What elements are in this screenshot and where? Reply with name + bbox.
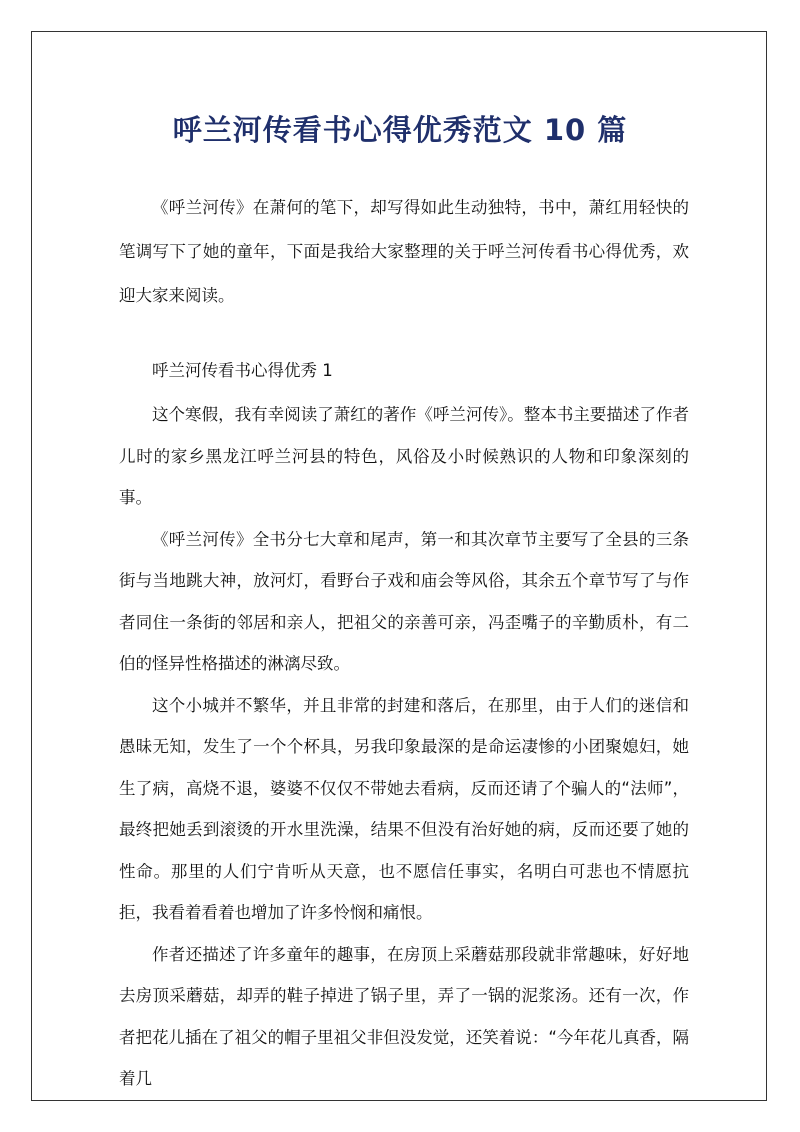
body-paragraph: 作者还描述了许多童年的趣事，在房顶上采蘑菇那段就非常趣味，好好地去房顶采蘑菇，却弄的鞋子掉进了锅子里，弄了一锅的泥浆汤。还有一次，作者把花儿插在了祖父的帽子里祖父非但没发觉，还笑着说：“今年花儿真香，隔着几 bbox=[119, 944, 689, 1088]
body-text bbox=[119, 394, 689, 1100]
body-paragraph: 这个寒假，我有幸阅读了萧红的著作《呼兰河传》。整本书主要描述了作者儿时的家乡黑龙江呼兰河县的特色，风俗及小时候熟识的人物和印象深刻的事。 bbox=[119, 405, 689, 507]
document-title: 呼兰河传看书心得优秀范文 10 篇 bbox=[172, 113, 628, 147]
body-paragraph: 《呼兰河传》全书分七大章和尾声，第一和其次章节主要写了全县的三条街与当地跳大神，放河灯，看野台子戏和庙会等风俗，其余五个章节写了与作者同住一条街的邻居和亲人，把祖父的亲善可亲，冯歪嘴子的辛勤质朴，有二伯的怪异性格描述的淋漓尽致。 bbox=[119, 529, 689, 673]
section-heading: 呼兰河传看书心得优秀 1 bbox=[152, 361, 333, 380]
intro-paragraph: 《呼兰河传》在萧何的笔下，却写得如此生动独特，书中，萧红用轻快的笔调写下了她的童年，下面是我给大家整理的关于呼兰河传看书心得优秀，欢迎大家来阅读。 bbox=[119, 198, 689, 305]
body-paragraph: 这个小城并不繁华，并且非常的封建和落后，在那里，由于人们的迷信和愚昧无知，发生了一个个杯具，另我印象最深的是命运凄惨的小团聚媳妇，她生了病，高烧不退，婆婆不仅仅不带她去看病，反而还请了个骗人的“法师”，最终把她丢到滚烫的开水里洗澡，结果不但没有治好她的病，反而还要了她的性命。那里的人们宁肯听从天意，也不愿信任事实，名明白可悲也不情愿抗拒，我看着看着也增加了许多怜悯和痛恨。 bbox=[119, 695, 689, 922]
